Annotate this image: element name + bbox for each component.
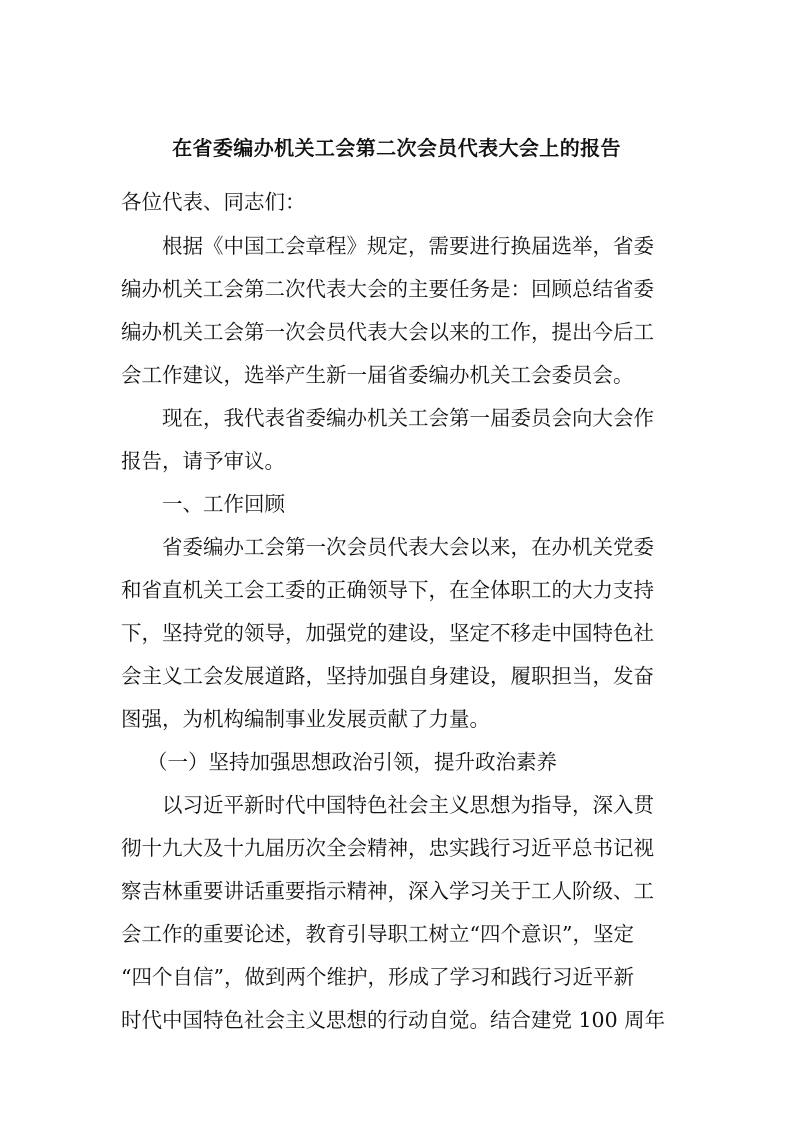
body-line: 图强，为机构编制事业发展贡献了力量。 — [121, 707, 490, 731]
document-title: 在省委编办机关工会第二次会员代表大会上的报告 — [172, 136, 621, 160]
body-line: 下，坚持党的领导，加强党的建设，坚定不移走中国特色社 — [121, 621, 654, 645]
body-line: 时代中国特色社会主义思想的行动自觉。结合建党 100 周年 — [121, 1008, 666, 1032]
body-line: 报告，请予审议。 — [121, 449, 285, 473]
body-line: 会工作的重要论述，教育引导职工树立“四个意识”，坚定 — [121, 922, 634, 946]
body-line: 察吉林重要讲话重要指示精神，深入学习关于工人阶级、工 — [121, 879, 654, 903]
body-line: 编办机关工会第一次会员代表大会以来的工作，提出今后工 — [121, 320, 654, 344]
body-line: 以习近平新时代中国特色社会主义思想为指导，深入贯 — [162, 793, 654, 817]
body-line: 现在，我代表省委编办机关工会第一届委员会向大会作 — [162, 406, 654, 430]
subsection-heading: （一）坚持加强思想政治引领，提升政治素养 — [147, 750, 557, 774]
body-line: 彻十九大及十九届历次全会精神，忠实践行习近平总书记视 — [121, 836, 654, 860]
body-line: 省委编办工会第一次会员代表大会以来，在办机关党委 — [162, 535, 654, 559]
body-line: 根据《中国工会章程》规定，需要进行换届选举，省委 — [162, 234, 654, 258]
body-line: 和省直机关工会工委的正确领导下，在全体职工的大力支持 — [121, 578, 654, 602]
body-line: 会主义工会发展道路，坚持加强自身建设，履职担当，发奋 — [121, 664, 654, 688]
body-line: “四个自信”，做到两个维护，形成了学习和践行习近平新 — [121, 965, 634, 989]
body-line: 会工作建议，选举产生新一届省委编办机关工会委员会。 — [121, 363, 634, 387]
salutation-line: 各位代表、同志们： — [121, 190, 306, 214]
body-line: 编办机关工会第二次代表大会的主要任务是：回顾总结省委 — [121, 277, 654, 301]
section-heading: 一、工作回顾 — [162, 492, 285, 516]
